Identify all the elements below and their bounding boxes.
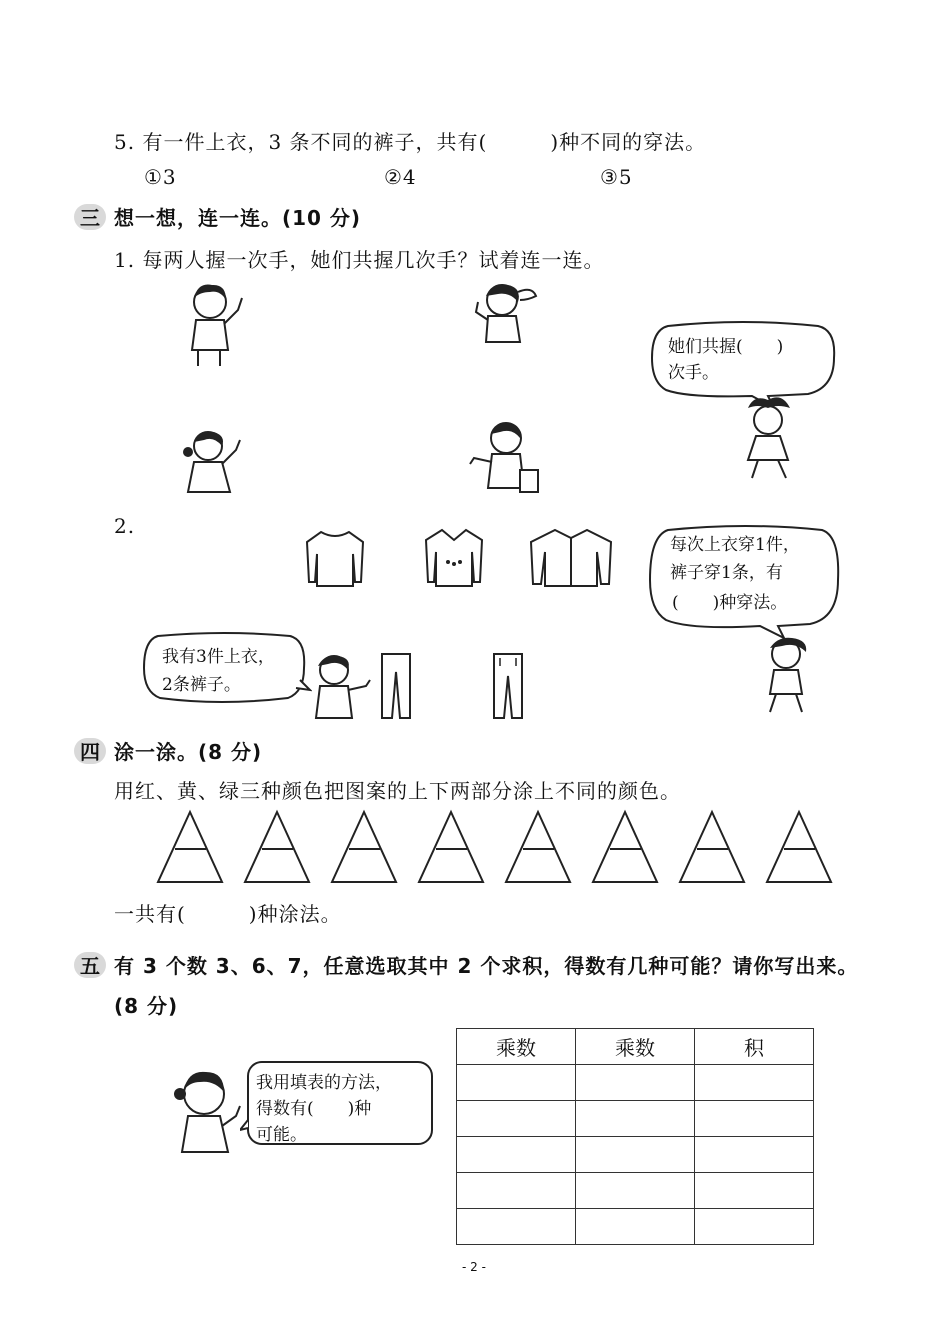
girl-3-illustration: [734, 394, 802, 482]
table-row: [457, 1137, 814, 1173]
bubble-1-line-1: 她们共握( ): [668, 337, 784, 357]
bubble-4-line-2: 得数有( )种: [256, 1099, 372, 1119]
table-cell[interactable]: [457, 1137, 576, 1173]
triangle-4[interactable]: [419, 812, 483, 882]
section-5-header: [74, 950, 858, 979]
girl-4-illustration: [306, 652, 372, 722]
trousers-2-icon[interactable]: [490, 652, 526, 720]
bubble-4-line-1: 我用填表的方法，: [256, 1073, 392, 1093]
triangle-6[interactable]: [593, 812, 657, 882]
product-table: [456, 1028, 814, 1245]
section-5-title: 有 3 个数 3、6、7，任意选取其中 2 个求积，得数有几种可能？请你写出来。: [114, 954, 859, 978]
table-cell[interactable]: [695, 1101, 814, 1137]
boy-1-illustration[interactable]: [180, 280, 250, 368]
header-product: 积: [695, 1029, 814, 1065]
table-header-row: [457, 1029, 814, 1065]
triangle-3[interactable]: [332, 812, 396, 882]
girl-1-illustration[interactable]: [470, 280, 540, 355]
section-3-badge: 三: [74, 204, 106, 230]
table-cell[interactable]: [695, 1173, 814, 1209]
table-cell[interactable]: [695, 1065, 814, 1101]
triangle-8[interactable]: [767, 812, 831, 882]
section-4-header: [74, 736, 262, 765]
section-4-title: 涂一涂。(8 分): [114, 740, 263, 764]
table-cell[interactable]: [695, 1137, 814, 1173]
table-cell[interactable]: [576, 1209, 695, 1245]
boy-2-illustration[interactable]: [466, 418, 546, 500]
section-3-question-1: 1. 每两人握一次手，她们共握几次手？试着连一连。: [114, 248, 605, 272]
table-row: [457, 1065, 814, 1101]
bubble-2-line-2: 裤子穿1条，有: [670, 563, 783, 583]
header-multiplier-1: 乘数: [457, 1029, 576, 1065]
table-cell[interactable]: [576, 1173, 695, 1209]
option-1[interactable]: ①3: [144, 165, 177, 189]
option-3[interactable]: ③5: [600, 165, 633, 189]
hoodie-icon[interactable]: [422, 526, 486, 590]
table-row: [457, 1101, 814, 1137]
section-3-title: 想一想，连一连。(10 分): [114, 206, 362, 230]
girl-2-illustration[interactable]: [178, 428, 248, 496]
bubble-2-line-1: 每次上衣穿1件，: [670, 535, 800, 555]
bubble-4-line-3: 可能。: [256, 1125, 307, 1145]
table-cell[interactable]: [457, 1209, 576, 1245]
table-cell[interactable]: [457, 1101, 576, 1137]
jacket-icon[interactable]: [527, 526, 615, 590]
option-2[interactable]: ②4: [384, 165, 417, 189]
section-4-badge: 四: [74, 738, 106, 764]
girl-5-illustration: [170, 1064, 246, 1154]
section-5-badge: 五: [74, 952, 106, 978]
bubble-1-line-2: 次手。: [668, 363, 719, 383]
table-row: [457, 1209, 814, 1245]
speech-bubble-3: [140, 630, 312, 710]
triangle-1[interactable]: [158, 812, 222, 882]
table-row: [457, 1173, 814, 1209]
sweater-icon[interactable]: [303, 528, 367, 590]
section-5-score: (8 分): [114, 994, 179, 1018]
section-4-answer: 一共有( )种涂法。: [114, 902, 342, 926]
bubble-3-line-1: 我有3件上衣，: [162, 647, 275, 667]
triangle-5[interactable]: [506, 812, 570, 882]
table-cell[interactable]: [576, 1101, 695, 1137]
header-multiplier-2: 乘数: [576, 1029, 695, 1065]
triangle-2[interactable]: [245, 812, 309, 882]
table-cell[interactable]: [695, 1209, 814, 1245]
question-5-text: 5. 有一件上衣，3 条不同的裤子，共有( )种不同的穿法。: [114, 130, 707, 154]
table-cell[interactable]: [576, 1065, 695, 1101]
table-cell[interactable]: [457, 1173, 576, 1209]
section-3-question-2-label: 2.: [114, 514, 136, 538]
table-cell[interactable]: [576, 1137, 695, 1173]
page-number: - 2 -: [462, 1260, 486, 1274]
bubble-3-line-2: 2条裤子。: [162, 675, 241, 695]
bubble-2-line-3: ( )种穿法。: [672, 593, 788, 613]
boy-3-illustration: [756, 632, 818, 716]
triangle-row: [150, 806, 840, 886]
section-3-header: [74, 202, 361, 231]
trousers-1-icon[interactable]: [378, 652, 414, 720]
triangle-7[interactable]: [680, 812, 744, 882]
section-4-instruction: 用红、黄、绿三种颜色把图案的上下两部分涂上不同的颜色。: [114, 779, 681, 803]
table-cell[interactable]: [457, 1065, 576, 1101]
